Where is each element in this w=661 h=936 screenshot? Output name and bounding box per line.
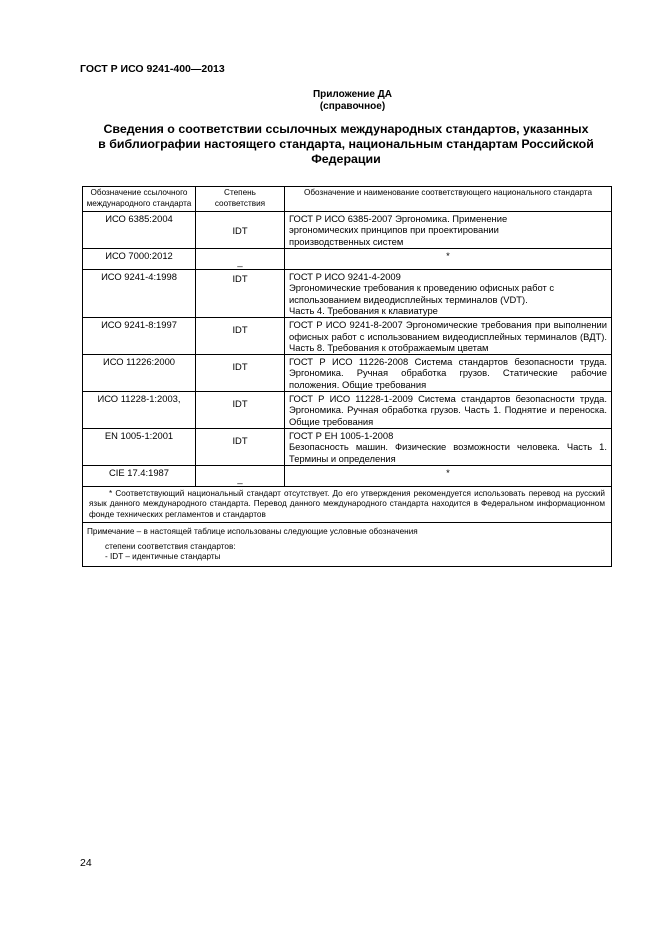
table-row — [83, 428, 612, 465]
table-row — [83, 318, 612, 355]
header-national-standard: Обозначение и наименование соответствующего национального стандарта — [285, 187, 612, 212]
cell-text-line: эргономических принципов при проектировании — [289, 224, 499, 236]
page-number: 24 — [80, 857, 92, 869]
cell-degree: IDT — [196, 392, 285, 429]
note-idt-line: - IDT – идентичные стандарты — [105, 552, 221, 562]
title-line: в библиографии настоящего стандарта, национальным стандартам Российской — [98, 137, 594, 151]
cell-international-standard: ИСО 11226:2000 — [83, 355, 196, 392]
cell-degree: IDT — [196, 270, 285, 318]
cell-national-standard — [285, 270, 612, 318]
footnote-row — [83, 486, 612, 523]
cell-international-standard: ИСО 11228-1:2003, — [83, 392, 196, 429]
header-international-standard: Обозначение ссылочного международного стандарта — [83, 187, 196, 212]
cell-text-line: Эргономические требования к проведению офисных работ с использованием видеодисплейных терминалов (VDT). — [289, 282, 555, 305]
annex-subtitle: (справочное) — [319, 101, 386, 112]
cell-national-standard: ГОСТ Р ИСО 11228-1-2009 Система стандартов безопасности труда. Эргономика. Ручная обработка грузов. Часть 1. Поднятие и переноска. Общие требования — [285, 392, 612, 429]
title-line: Сведения о соответствии ссылочных международных стандартов, указанных — [103, 122, 589, 136]
cell-international-standard: EN 1005-1:2001 — [83, 428, 196, 465]
cell-text-line: Безопасность машин. Физические возможности человека. Часть 1. Термины и определения — [289, 441, 607, 464]
note-degree-line: степени соответствия стандартов: — [105, 541, 236, 551]
table-header-row — [83, 187, 612, 212]
cell-text-line: ГОСТ Р ИСО 6385-2007 Эргономика. Применение — [289, 213, 508, 225]
note-row — [83, 523, 612, 567]
table-row — [83, 270, 612, 318]
table-row — [83, 465, 612, 486]
cell-degree: IDT — [196, 428, 285, 465]
table-row — [83, 355, 612, 392]
cell-national-standard — [285, 212, 612, 249]
footnote-text: * Соответствующий национальный стандарт отсутствует. До его утверждения рекомендуется использовать перевод на русский язык данного международного стандарта. Перевод данного международного стандарта находится в Федеральном информационном фонде технических регламентов и стандартов — [89, 488, 605, 519]
footnote-marker: * — [446, 250, 450, 262]
cell-international-standard: CIE 17.4:1987 — [83, 465, 196, 486]
document-code: ГОСТ Р ИСО 9241-400—2013 — [80, 63, 225, 75]
cell-degree: _ — [196, 465, 285, 486]
page-title — [78, 122, 614, 167]
annex-heading — [0, 89, 661, 113]
cell-national-standard: ГОСТ Р ИСО 11226-2008 Система стандартов безопасности труда. Эргономика. Ручная обработка грузов. Статические рабочие положения. Общие требования — [285, 355, 612, 392]
cell-text-line: Часть 4. Требования к клавиатуре — [289, 304, 438, 316]
annex-title: Приложение ДА — [312, 89, 393, 100]
cell-international-standard: ИСО 6385:2004 — [83, 212, 196, 249]
cell-national-standard — [285, 465, 612, 486]
table-footnote — [83, 486, 612, 523]
title-line: Федерации — [311, 152, 381, 166]
cell-national-standard — [285, 249, 612, 270]
cell-degree: IDT — [196, 318, 285, 355]
table-row — [83, 212, 612, 249]
cell-text-line: производственных систем — [289, 235, 404, 247]
cell-international-standard: ИСО 9241-4:1998 — [83, 270, 196, 318]
table-row — [83, 392, 612, 429]
table-note — [83, 523, 612, 567]
cell-degree: _ — [196, 249, 285, 270]
table-row — [83, 249, 612, 270]
footnote-marker: * — [446, 466, 450, 478]
cell-text-line: ГОСТ Р ЕН 1005-1-2008 — [289, 429, 394, 441]
cell-degree: IDT — [196, 355, 285, 392]
cell-national-standard — [285, 428, 612, 465]
cell-degree: IDT — [196, 212, 285, 249]
note-intro: Примечание – в настоящей таблице использованы следующие условные обозначения — [87, 527, 418, 537]
cell-international-standard: ИСО 7000:2012 — [83, 249, 196, 270]
header-degree: Степень соответствия — [196, 187, 285, 212]
cell-international-standard: ИСО 9241-8:1997 — [83, 318, 196, 355]
cell-text-line: ГОСТ Р ИСО 9241-4-2009 — [289, 271, 401, 283]
correspondence-table — [82, 186, 612, 567]
cell-national-standard: ГОСТ Р ИСО 9241-8-2007 Эргономические требования при выполнении офисных работ с использованием видеодисплейных терминалов (ВДТ). Часть 8. Требования к отображаемым цветам — [285, 318, 612, 355]
